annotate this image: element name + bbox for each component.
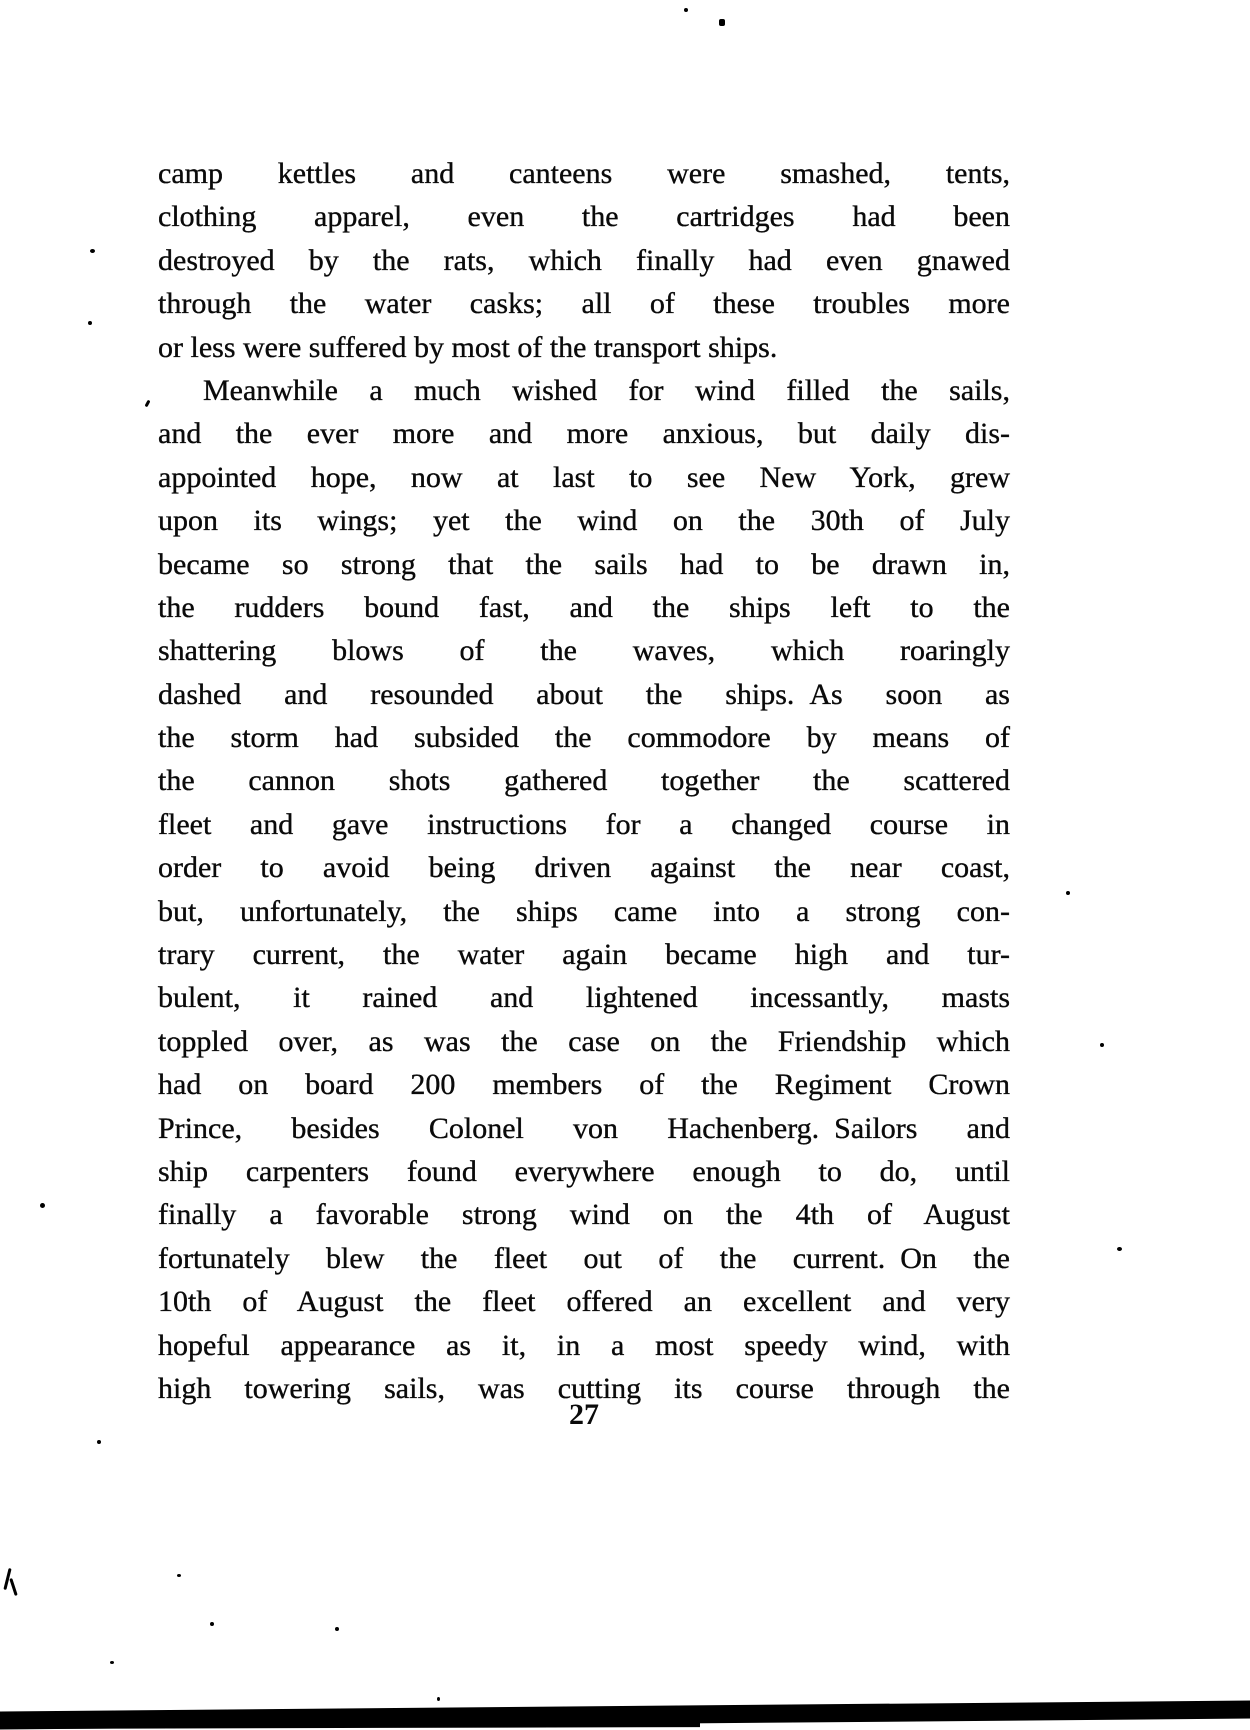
text-line: 10th of August the fleet offered an excellent and very bbox=[158, 1285, 1010, 1319]
text-line: ship carpenters found everywhere enough to do, until bbox=[158, 1154, 1010, 1188]
text-line: toppled over, as was the case on the Friendship which bbox=[158, 1024, 1010, 1058]
ink-speck bbox=[97, 1440, 101, 1444]
text-line: upon its wings; yet the wind on the 30th of July bbox=[158, 504, 1010, 538]
text-line: bulent, it rained and lightened incessantly, masts bbox=[158, 981, 1010, 1015]
ink-speck bbox=[210, 1622, 214, 1626]
ink-speck bbox=[40, 1203, 45, 1208]
text-line: camp kettles and canteens were smashed, tents, bbox=[158, 157, 1010, 190]
text-line-paragraph-start: Meanwhile a much wished for wind filled the sails, bbox=[203, 373, 1010, 407]
text-line: dashed and resounded about the ships. As soon as bbox=[158, 677, 1010, 711]
text-line: became so strong that the sails had to be drawn in, bbox=[158, 547, 1010, 581]
text-line: appointed hope, now at last to see New York, grew bbox=[158, 460, 1010, 494]
ink-speck bbox=[90, 249, 95, 253]
text-line: the rudders bound fast, and the ships left to the bbox=[158, 590, 1010, 624]
text-line-paragraph-end: or less were suffered by most of the transport ships. bbox=[158, 330, 778, 364]
text-line: and the ever more and more anxious, but daily dis- bbox=[158, 417, 1010, 451]
ink-speck bbox=[1117, 1247, 1122, 1251]
text-line: shattering blows of the waves, which roaringly bbox=[158, 634, 1010, 668]
text-line: but, unfortunately, the ships came into a strong con- bbox=[158, 894, 1010, 928]
text-line: fleet and gave instructions for a changed course in bbox=[158, 807, 1010, 841]
page-number: 27 bbox=[569, 1398, 599, 1431]
text-line: clothing apparel, even the cartridges had been bbox=[158, 200, 1010, 234]
body-text-block bbox=[158, 152, 1010, 1410]
text-line: destroyed by the rats, which finally had even gnawed bbox=[158, 243, 1010, 277]
ink-squiggle bbox=[9, 1578, 17, 1596]
ink-speck bbox=[145, 400, 151, 408]
ink-speck bbox=[177, 1574, 181, 1577]
ink-speck bbox=[88, 321, 92, 325]
ink-speck bbox=[437, 1697, 440, 1701]
ink-speck bbox=[1066, 891, 1070, 895]
ink-speck bbox=[335, 1627, 339, 1631]
ink-speck bbox=[684, 8, 688, 12]
ink-speck bbox=[1100, 1043, 1104, 1047]
text-line: had on board 200 members of the Regiment Crown bbox=[158, 1068, 1010, 1102]
text-line: high towering sails, was cutting its course through the bbox=[158, 1371, 1010, 1405]
text-line: fortunately blew the fleet out of the current. On the bbox=[158, 1241, 1010, 1275]
text-line: the cannon shots gathered together the scattered bbox=[158, 764, 1010, 798]
text-line: the storm had subsided the commodore by means of bbox=[158, 721, 1010, 755]
text-line: through the water casks; all of these troubles more bbox=[158, 287, 1010, 321]
text-line: finally a favorable strong wind on the 4th of August bbox=[158, 1198, 1010, 1232]
text-line: Prince, besides Colonel von Hachenberg. Sailors and bbox=[158, 1111, 1010, 1145]
ink-speck bbox=[719, 19, 725, 26]
scan-edge-bar-shadow bbox=[0, 1721, 700, 1729]
text-line: trary current, the water again became high and tur- bbox=[158, 938, 1010, 972]
text-line: hopeful appearance as it, in a most speedy wind, with bbox=[158, 1328, 1010, 1362]
ink-speck bbox=[110, 1661, 114, 1664]
text-line: order to avoid being driven against the near coast, bbox=[158, 851, 1010, 885]
